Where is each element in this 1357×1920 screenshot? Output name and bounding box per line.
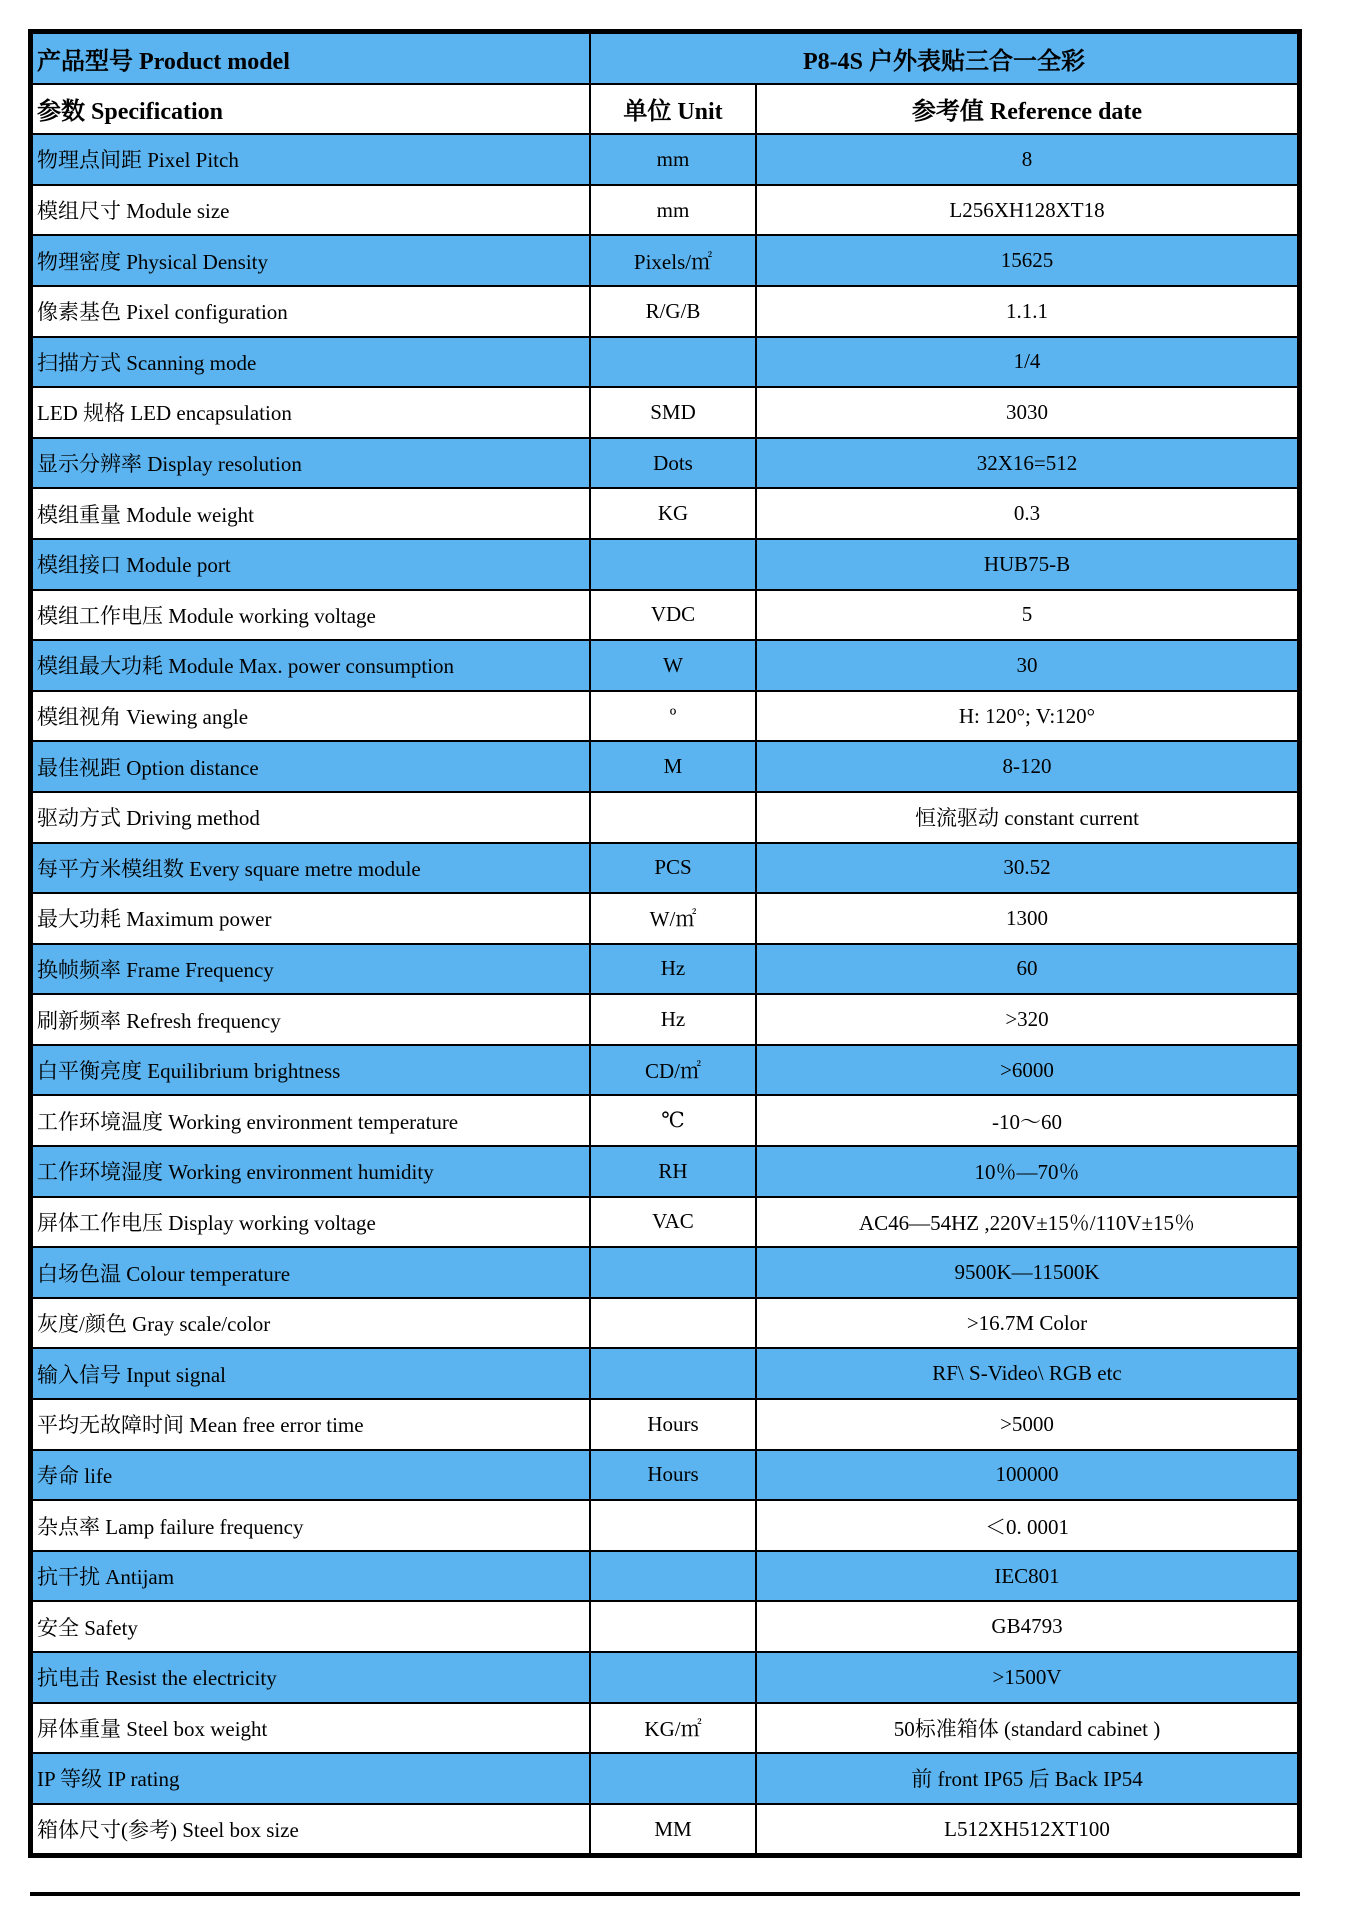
table-row: [32, 944, 1298, 995]
reference-cell: 1.1.1: [756, 286, 1298, 337]
reference-cell: 1300: [756, 893, 1298, 944]
unit-cell: R/G/B: [590, 286, 756, 337]
table-row: [32, 1146, 1298, 1197]
spec-cell: 显示分辨率 Display resolution: [32, 438, 590, 489]
unit-cell: [590, 1753, 756, 1804]
unit-cell: KG: [590, 488, 756, 539]
table-row: [32, 994, 1298, 1045]
table-row: [32, 1197, 1298, 1248]
reference-cell: >16.7M Color: [756, 1298, 1298, 1349]
table-row: [32, 1247, 1298, 1298]
reference-cell: IEC801: [756, 1551, 1298, 1602]
reference-cell: 8-120: [756, 741, 1298, 792]
table-row: [32, 1753, 1298, 1804]
spec-cell: 像素基色 Pixel configuration: [32, 286, 590, 337]
column-header-spec: 参数 Specification: [32, 84, 590, 135]
unit-cell: VAC: [590, 1197, 756, 1248]
product-model-value: P8-4S 户外表贴三合一全彩: [590, 33, 1298, 84]
unit-cell: [590, 1298, 756, 1349]
reference-cell: AC46—54HZ ,220V±15％/110V±15％: [756, 1197, 1298, 1248]
table-row: [32, 893, 1298, 944]
table-row: [32, 438, 1298, 489]
unit-cell: KG/㎡: [590, 1703, 756, 1754]
spec-cell: 抗电击 Resist the electricity: [32, 1652, 590, 1703]
unit-cell: [590, 1500, 756, 1551]
reference-cell: 60: [756, 944, 1298, 995]
table-row: [32, 1500, 1298, 1551]
unit-cell: Hz: [590, 944, 756, 995]
reference-cell: 恒流驱动 constant current: [756, 792, 1298, 843]
reference-cell: 100000: [756, 1450, 1298, 1501]
table-row: [32, 1095, 1298, 1146]
table-row: [32, 337, 1298, 388]
unit-cell: Pixels/㎡: [590, 235, 756, 286]
table-row: [32, 185, 1298, 236]
reference-cell: >5000: [756, 1399, 1298, 1450]
reference-cell: >1500V: [756, 1652, 1298, 1703]
table-row: [32, 134, 1298, 185]
unit-cell: mm: [590, 134, 756, 185]
reference-cell: 5: [756, 590, 1298, 641]
reference-cell: 8: [756, 134, 1298, 185]
spec-cell: IP 等级 IP rating: [32, 1753, 590, 1804]
spec-cell: 白场色温 Colour temperature: [32, 1247, 590, 1298]
product-model-label: 产品型号 Product model: [32, 33, 590, 84]
unit-cell: Hours: [590, 1399, 756, 1450]
reference-cell: L256XH128XT18: [756, 185, 1298, 236]
spec-cell: 模组最大功耗 Module Max. power consumption: [32, 640, 590, 691]
reference-cell: 30: [756, 640, 1298, 691]
unit-cell: W: [590, 640, 756, 691]
unit-cell: MM: [590, 1804, 756, 1855]
unit-cell: PCS: [590, 843, 756, 894]
table-row: [32, 539, 1298, 590]
spec-cell: 每平方米模组数 Every square metre module: [32, 843, 590, 894]
unit-cell: [590, 1652, 756, 1703]
spec-cell: 屏体重量 Steel box weight: [32, 1703, 590, 1754]
table-row: [32, 1348, 1298, 1399]
column-header-unit: 单位 Unit: [590, 84, 756, 135]
spec-cell: 扫描方式 Scanning mode: [32, 337, 590, 388]
spec-cell: 工作环境湿度 Working environment humidity: [32, 1146, 590, 1197]
unit-cell: [590, 539, 756, 590]
table-row: [32, 691, 1298, 742]
table-row: [32, 741, 1298, 792]
spec-cell: 输入信号 Input signal: [32, 1348, 590, 1399]
spec-cell: 模组重量 Module weight: [32, 488, 590, 539]
table-row: [32, 1601, 1298, 1652]
spec-cell: 最佳视距 Option distance: [32, 741, 590, 792]
spec-table: [31, 32, 1299, 1855]
spec-cell: 刷新频率 Refresh frequency: [32, 994, 590, 1045]
reference-cell: GB4793: [756, 1601, 1298, 1652]
table-row: [32, 1298, 1298, 1349]
reference-cell: RF\ S-Video\ RGB etc: [756, 1348, 1298, 1399]
reference-cell: H: 120°; V:120°: [756, 691, 1298, 742]
table-row: [32, 286, 1298, 337]
unit-cell: Hours: [590, 1450, 756, 1501]
reference-cell: >6000: [756, 1045, 1298, 1096]
column-header-ref: 参考值 Reference date: [756, 84, 1298, 135]
spec-cell: 箱体尺寸(参考) Steel box size: [32, 1804, 590, 1855]
reference-cell: 9500K—11500K: [756, 1247, 1298, 1298]
unit-cell: [590, 1601, 756, 1652]
spec-cell: LED 规格 LED encapsulation: [32, 387, 590, 438]
table-row: [32, 1551, 1298, 1602]
spec-cell: 驱动方式 Driving method: [32, 792, 590, 843]
unit-cell: mm: [590, 185, 756, 236]
reference-cell: L512XH512XT100: [756, 1804, 1298, 1855]
spec-cell: 模组尺寸 Module size: [32, 185, 590, 236]
spec-cell: 白平衡亮度 Equilibrium brightness: [32, 1045, 590, 1096]
table-row: [32, 1045, 1298, 1096]
table-row: [32, 843, 1298, 894]
table-row: [32, 1399, 1298, 1450]
table-row: [32, 488, 1298, 539]
unit-cell: º: [590, 691, 756, 742]
table-row: [32, 235, 1298, 286]
spec-cell: 安全 Safety: [32, 1601, 590, 1652]
bottom-rule: [30, 1892, 1300, 1896]
spec-cell: 寿命 life: [32, 1450, 590, 1501]
spec-cell: 工作环境温度 Working environment temperature: [32, 1095, 590, 1146]
table-row: [32, 1804, 1298, 1855]
reference-cell: 3030: [756, 387, 1298, 438]
unit-cell: [590, 792, 756, 843]
reference-cell: -10～60: [756, 1095, 1298, 1146]
reference-cell: 32X16=512: [756, 438, 1298, 489]
table-row: [32, 387, 1298, 438]
spec-cell: 模组接口 Module port: [32, 539, 590, 590]
reference-cell: >320: [756, 994, 1298, 1045]
unit-cell: SMD: [590, 387, 756, 438]
reference-cell: 50标准箱体 (standard cabinet ): [756, 1703, 1298, 1754]
unit-cell: VDC: [590, 590, 756, 641]
table-row: [32, 1652, 1298, 1703]
reference-cell: HUB75-B: [756, 539, 1298, 590]
spec-cell: 换帧频率 Frame Frequency: [32, 944, 590, 995]
unit-cell: [590, 337, 756, 388]
reference-cell: 30.52: [756, 843, 1298, 894]
reference-cell: ＜0. 0001: [756, 1500, 1298, 1551]
unit-cell: W/㎡: [590, 893, 756, 944]
table-row: [32, 640, 1298, 691]
spec-cell: 平均无故障时间 Mean free error time: [32, 1399, 590, 1450]
reference-cell: 10％—70％: [756, 1146, 1298, 1197]
spec-cell: 物理密度 Physical Density: [32, 235, 590, 286]
unit-cell: Dots: [590, 438, 756, 489]
spec-cell: 模组视角 Viewing angle: [32, 691, 590, 742]
spec-cell: 灰度/颜色 Gray scale/color: [32, 1298, 590, 1349]
spec-cell: 屏体工作电压 Display working voltage: [32, 1197, 590, 1248]
reference-cell: 1/4: [756, 337, 1298, 388]
unit-cell: M: [590, 741, 756, 792]
spec-sheet: [28, 29, 1302, 1858]
unit-cell: Hz: [590, 994, 756, 1045]
table-row: [32, 1703, 1298, 1754]
unit-cell: [590, 1247, 756, 1298]
unit-cell: [590, 1551, 756, 1602]
spec-cell: 杂点率 Lamp failure frequency: [32, 1500, 590, 1551]
reference-cell: 15625: [756, 235, 1298, 286]
table-row: [32, 1450, 1298, 1501]
reference-cell: 前 front IP65 后 Back IP54: [756, 1753, 1298, 1804]
column-header-row: [32, 84, 1298, 135]
spec-cell: 物理点间距 Pixel Pitch: [32, 134, 590, 185]
unit-cell: [590, 1348, 756, 1399]
unit-cell: CD/㎡: [590, 1045, 756, 1096]
reference-cell: 0.3: [756, 488, 1298, 539]
spec-cell: 模组工作电压 Module working voltage: [32, 590, 590, 641]
product-model-row: [32, 33, 1298, 84]
table-row: [32, 590, 1298, 641]
table-row: [32, 792, 1298, 843]
spec-cell: 抗干扰 Antijam: [32, 1551, 590, 1602]
unit-cell: RH: [590, 1146, 756, 1197]
unit-cell: ℃: [590, 1095, 756, 1146]
spec-cell: 最大功耗 Maximum power: [32, 893, 590, 944]
